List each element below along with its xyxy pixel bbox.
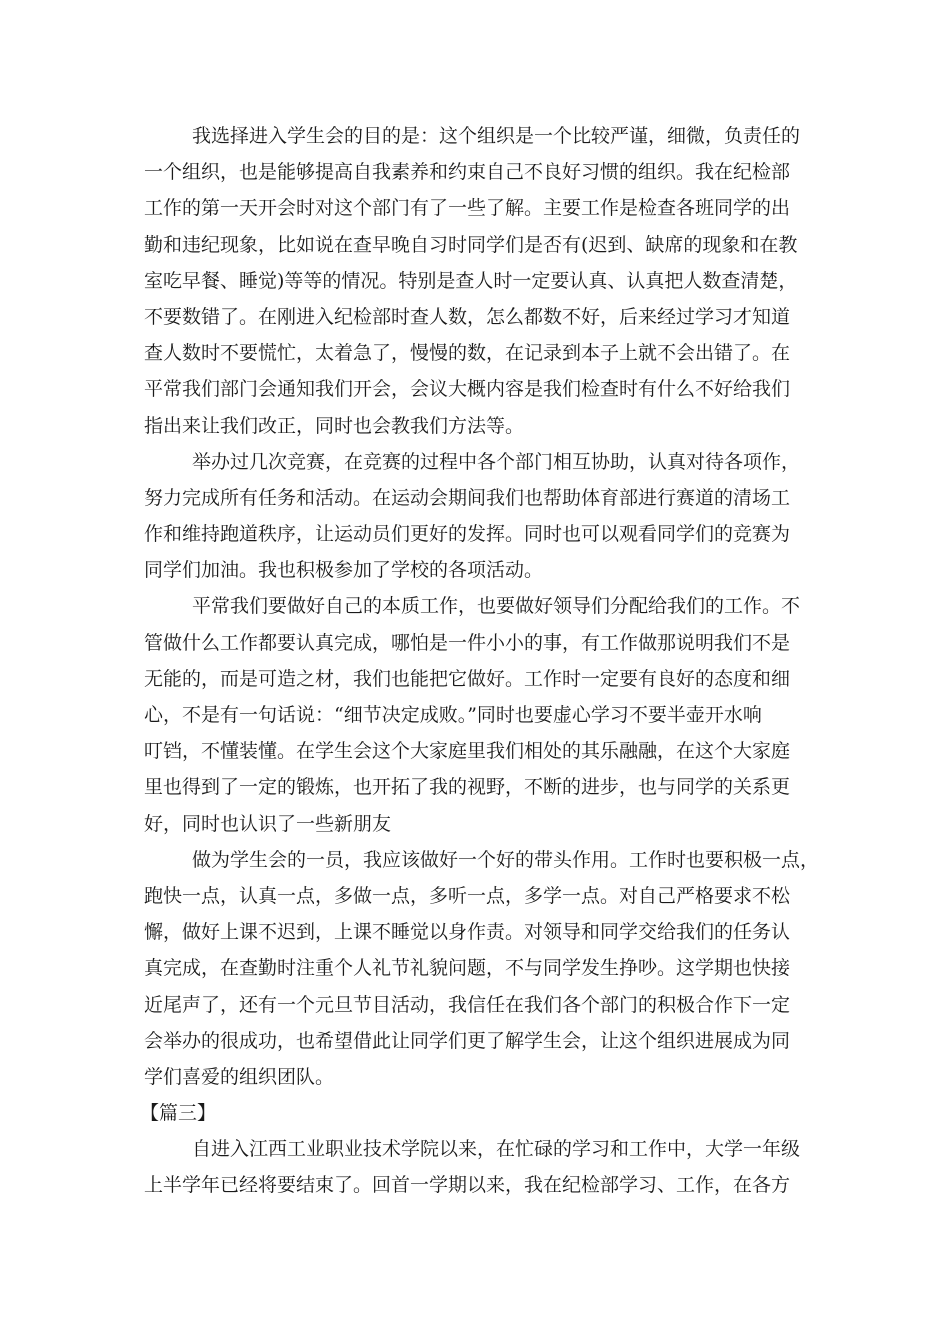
paragraph-1-line-2: 一个组织，也是能够提高自我素养和约束自己不良好习惯的组织。我在纪检部: [144, 161, 791, 184]
paragraph-2-line-1: 举办过几次竞赛，在竞赛的过程中各个部门相互协助，认真对待各项作，: [192, 450, 801, 473]
paragraph-1-line-9: 指出来让我们改正，同时也会教我们方法等。: [144, 414, 525, 437]
paragraph-4-line-2: 跑快一点，认真一点，多做一点，多听一点，多学一点。对自己严格要求不松: [144, 884, 791, 907]
paragraph-3-line-5: 叮铛，不懂装懂。在学生会这个大家庭里我们相处的其乐融融，在这个大家庭: [144, 740, 791, 763]
paragraph-3-line-7: 好，同时也认识了一些新朋友: [144, 812, 392, 835]
paragraph-4-line-3: 懈，做好上课不迟到，上课不睡觉以身作责。对领导和同学交给我们的任务认: [144, 921, 791, 944]
paragraph-4-line-7: 学们喜爱的组织团队。: [144, 1065, 335, 1088]
paragraph-1-line-1: 我选择进入学生会的目的是：这个组织是一个比较严谨，细微，负责任的: [192, 125, 801, 147]
paragraph-2-line-2: 努力完成所有任务和活动。在运动会期间我们也帮助体育部进行赛道的清场工: [144, 486, 791, 509]
final-paragraph-line-2: 上半学年已经将要结束了。回首一学期以来，我在纪检部学习、工作，在各方: [144, 1174, 791, 1197]
paragraph-1-line-3: 工作的第一天开会时对这个部门有了一些了解。主要工作是检查各班同学的出: [144, 197, 791, 220]
paragraph-2-line-3: 作和维持跑道秩序，让运动员们更好的发挥。同时也可以观看同学们的竞赛为: [144, 523, 791, 546]
paragraph-4-line-5: 近尾声了，还有一个元旦节目活动，我信任在我们各个部门的积极合作下一定: [144, 993, 791, 1016]
paragraph-1-line-7: 查人数时不要慌忙，太着急了，慢慢的数，在记录到本子上就不会出错了。在: [144, 342, 791, 365]
paragraph-3-line-4: 心，不是有一句话说：“细节决定成败。”同时也要虚心学习不要半壶开水响: [144, 704, 762, 726]
paragraph-1-line-6: 不要数错了。在刚进入纪检部时查人数，怎么都数不好，后来经过学习才知道: [144, 305, 791, 328]
paragraph-4-line-4: 真完成，在查勤时注重个人礼节礼貌问题，不与同学发生挣吵。这学期也快接: [144, 957, 791, 980]
paragraph-2-line-4: 同学们加油。我也积极参加了学校的各项活动。: [144, 559, 544, 582]
document-body: [140, 118, 820, 1204]
paragraph-4-line-1: 做为学生会的一员，我应该做好一个好的带头作用。工作时也要积极一点，: [192, 848, 820, 871]
paragraph-3-line-6: 里也得到了一定的锻炼，也开拓了我的视野，不断的进步，也与同学的关系更: [144, 776, 791, 799]
paragraph-3-line-2: 管做什么工作都要认真完成，哪怕是一件小小的事，有工作做那说明我们不是: [144, 631, 791, 654]
paragraph-3-line-3: 无能的，而是可造之材，我们也能把它做好。工作时一定要有良好的态度和细: [144, 667, 791, 690]
paragraph-1-line-8: 平常我们部门会通知我们开会，会议大概内容是我们检查时有什么不好给我们: [144, 378, 791, 401]
section-heading: 【篇三】: [140, 1102, 217, 1125]
paragraph-4-line-6: 会举办的很成功，也希望借此让同学们更了解学生会，让这个组织进展成为同: [144, 1029, 791, 1052]
final-paragraph-line-1: 自进入江西工业职业技术学院以来，在忙碌的学习和工作中，大学一年级: [192, 1138, 801, 1161]
paragraph-1-line-4: 勤和违纪现象，比如说在查早晚自习时同学们是否有(迟到、缺席的现象和在教: [144, 233, 798, 256]
paragraph-1-line-5: 室吃早餐、睡觉)等等的情况。特别是查人时一定要认真、认真把人数查清楚，: [144, 269, 798, 292]
paragraph-3-line-1: 平常我们要做好自己的本质工作，也要做好领导们分配给我们的工作。不: [192, 595, 801, 618]
